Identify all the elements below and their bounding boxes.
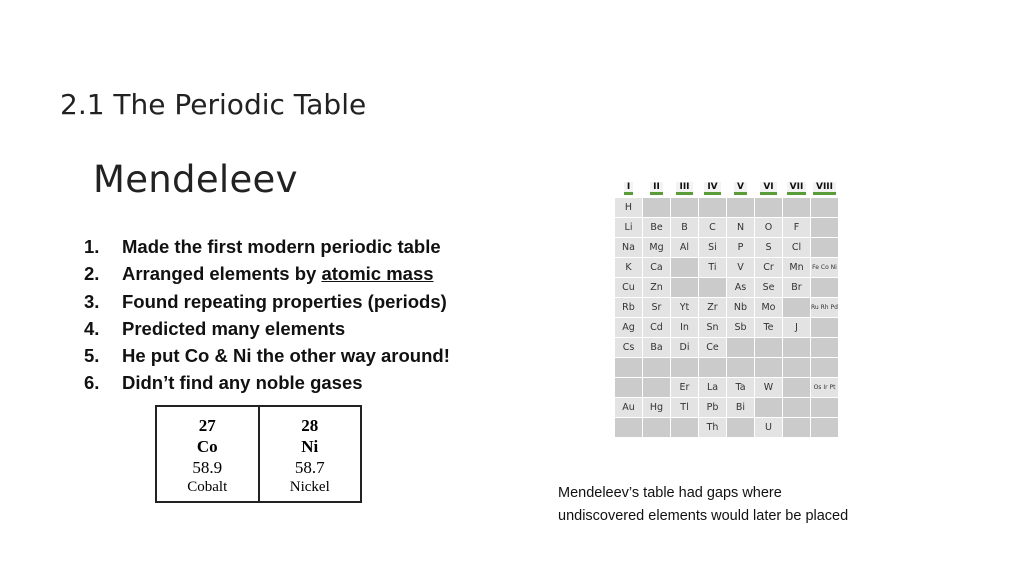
slide-title: 2.1 The Periodic Table	[60, 88, 367, 121]
element-cell: U	[755, 418, 783, 438]
element-cell	[755, 358, 783, 378]
item-number: 4.	[84, 317, 100, 339]
item-text: Arranged elements by	[122, 263, 322, 285]
element-cell: Er	[671, 378, 699, 398]
element-cell: Be	[643, 218, 671, 238]
element-cell: Fe Co Ni	[811, 258, 839, 278]
group-header-label: VI	[760, 182, 776, 195]
table-row	[615, 258, 839, 278]
atomic-number: 27	[198, 416, 216, 435]
element-cell	[643, 198, 671, 218]
element-name: Cobalt	[187, 479, 228, 495]
element-cell	[783, 338, 811, 358]
element-cell: Di	[671, 338, 699, 358]
element-cards	[155, 405, 362, 503]
element-cell	[615, 378, 643, 398]
item-text: Found repeating properties (periods)	[122, 290, 447, 312]
element-cell: Na	[615, 238, 643, 258]
element-card-cobalt	[157, 407, 258, 501]
element-cell	[671, 198, 699, 218]
mendeleev-periodic-table	[614, 178, 839, 438]
element-cell: Cr	[755, 258, 783, 278]
element-cell	[643, 358, 671, 378]
table-row	[615, 378, 839, 398]
element-cell: O	[755, 218, 783, 238]
element-cell: Nb	[727, 298, 755, 318]
element-cell	[783, 378, 811, 398]
group-header	[727, 179, 755, 198]
element-cell: In	[671, 318, 699, 338]
element-symbol: Co	[196, 437, 218, 456]
element-cell	[811, 338, 839, 358]
element-cell: Ta	[727, 378, 755, 398]
table-row	[615, 398, 839, 418]
group-header-label: VIII	[813, 182, 836, 195]
list-item	[84, 342, 450, 369]
item-number: 1.	[84, 236, 100, 257]
table-row	[615, 278, 839, 298]
element-cell	[643, 418, 671, 438]
table-row	[615, 418, 839, 438]
element-cell	[811, 418, 839, 438]
element-cell: Cs	[615, 338, 643, 358]
element-cell	[783, 418, 811, 438]
element-cell: Tl	[671, 398, 699, 418]
list-item	[84, 315, 450, 342]
list-item	[84, 369, 450, 396]
group-header	[811, 179, 839, 198]
element-cell: Br	[783, 278, 811, 298]
element-cell: Cl	[783, 238, 811, 258]
element-cell: Ti	[699, 258, 727, 278]
element-cell: Zr	[699, 298, 727, 318]
element-cell	[811, 218, 839, 238]
element-cell: Ru Rh Pd	[811, 298, 839, 318]
table-row	[615, 238, 839, 258]
element-cell	[727, 198, 755, 218]
table-row	[615, 198, 839, 218]
element-cell: C	[699, 218, 727, 238]
element-cell: Pb	[699, 398, 727, 418]
item-text: Predicted many elements	[122, 317, 346, 339]
list-item	[84, 233, 450, 260]
element-cell	[783, 198, 811, 218]
element-cell	[783, 298, 811, 318]
table-header-row	[615, 179, 839, 198]
element-cell	[811, 198, 839, 218]
element-cell: La	[699, 378, 727, 398]
element-cell: Ag	[615, 318, 643, 338]
element-symbol: Ni	[301, 437, 319, 456]
table-row	[615, 338, 839, 358]
slide-subtitle: Mendeleev	[93, 158, 298, 201]
element-cell	[727, 358, 755, 378]
caption-line: undiscovered elements would later be placed	[558, 508, 849, 524]
group-header	[699, 179, 727, 198]
group-header	[783, 179, 811, 198]
element-cell	[615, 418, 643, 438]
group-header	[615, 179, 643, 198]
item-text: He put Co & Ni the other way around!	[122, 345, 450, 367]
element-cell: Mn	[783, 258, 811, 278]
item-number: 5.	[84, 345, 100, 367]
element-cell	[811, 398, 839, 418]
element-card-nickel	[258, 407, 361, 501]
atomic-number: 28	[301, 416, 319, 435]
table-row	[615, 218, 839, 238]
table-row	[615, 298, 839, 318]
element-cell	[671, 278, 699, 298]
element-cell	[699, 358, 727, 378]
table-caption	[558, 482, 848, 528]
element-cell: F	[783, 218, 811, 238]
element-cell: N	[727, 218, 755, 238]
element-cell: S	[755, 238, 783, 258]
element-cell: Cd	[643, 318, 671, 338]
element-cell: Au	[615, 398, 643, 418]
element-cell	[699, 198, 727, 218]
group-header-label: II	[650, 182, 663, 195]
element-cell	[727, 418, 755, 438]
group-header	[755, 179, 783, 198]
element-cell: Sn	[699, 318, 727, 338]
element-cell: Th	[699, 418, 727, 438]
table-row	[615, 318, 839, 338]
table-row	[615, 358, 839, 378]
item-number: 2.	[84, 263, 100, 285]
element-cell: Ba	[643, 338, 671, 358]
caption-line: Mendeleev’s table had gaps where	[558, 485, 782, 501]
item-number: 3.	[84, 290, 100, 312]
element-cell: V	[727, 258, 755, 278]
element-cell: Se	[755, 278, 783, 298]
element-cell: Ce	[699, 338, 727, 358]
atomic-mass: 58.7	[294, 458, 325, 477]
element-cell	[811, 238, 839, 258]
points-list	[84, 233, 450, 397]
group-header-label: V	[734, 182, 747, 195]
element-cell: Os Ir Pt	[811, 378, 839, 398]
element-cell	[755, 398, 783, 418]
element-cell: Al	[671, 238, 699, 258]
group-header-label: IV	[704, 182, 720, 195]
element-cell	[811, 358, 839, 378]
element-cell	[783, 358, 811, 378]
element-cell	[671, 418, 699, 438]
element-cell: Bi	[727, 398, 755, 418]
element-cell	[755, 338, 783, 358]
group-header-label: I	[624, 182, 633, 195]
element-cell: Si	[699, 238, 727, 258]
element-cell: Te	[755, 318, 783, 338]
element-cell: P	[727, 238, 755, 258]
element-cell	[671, 258, 699, 278]
group-header	[671, 179, 699, 198]
element-cell: Li	[615, 218, 643, 238]
element-cell: Mo	[755, 298, 783, 318]
element-cell: Rb	[615, 298, 643, 318]
element-cell: W	[755, 378, 783, 398]
element-cell	[811, 318, 839, 338]
item-underlined-text: atomic mass	[321, 263, 434, 285]
group-header	[643, 179, 671, 198]
item-number: 6.	[84, 372, 100, 394]
element-cell: Ca	[643, 258, 671, 278]
element-cell	[643, 378, 671, 398]
list-item	[84, 260, 450, 287]
element-cell	[755, 198, 783, 218]
element-cell	[783, 398, 811, 418]
element-cell	[615, 358, 643, 378]
element-cell: Zn	[643, 278, 671, 298]
group-header-label: III	[676, 182, 692, 195]
element-cell: Yt	[671, 298, 699, 318]
element-cell: Hg	[643, 398, 671, 418]
element-cell: J	[783, 318, 811, 338]
element-cell: Sb	[727, 318, 755, 338]
element-cell: As	[727, 278, 755, 298]
element-cell	[727, 338, 755, 358]
atomic-mass: 58.9	[192, 458, 223, 477]
element-cell	[699, 278, 727, 298]
element-cell: B	[671, 218, 699, 238]
item-text: Didn’t find any noble gases	[122, 372, 363, 394]
item-text: Made the first modern periodic table	[122, 236, 441, 257]
element-cell	[811, 278, 839, 298]
element-cell: Sr	[643, 298, 671, 318]
element-cell: Cu	[615, 278, 643, 298]
group-header-label: VII	[787, 182, 807, 195]
element-cell: H	[615, 198, 643, 218]
element-cell: K	[615, 258, 643, 278]
element-name: Nickel	[289, 479, 330, 495]
list-item	[84, 288, 450, 315]
element-cell	[671, 358, 699, 378]
element-cell: Mg	[643, 238, 671, 258]
